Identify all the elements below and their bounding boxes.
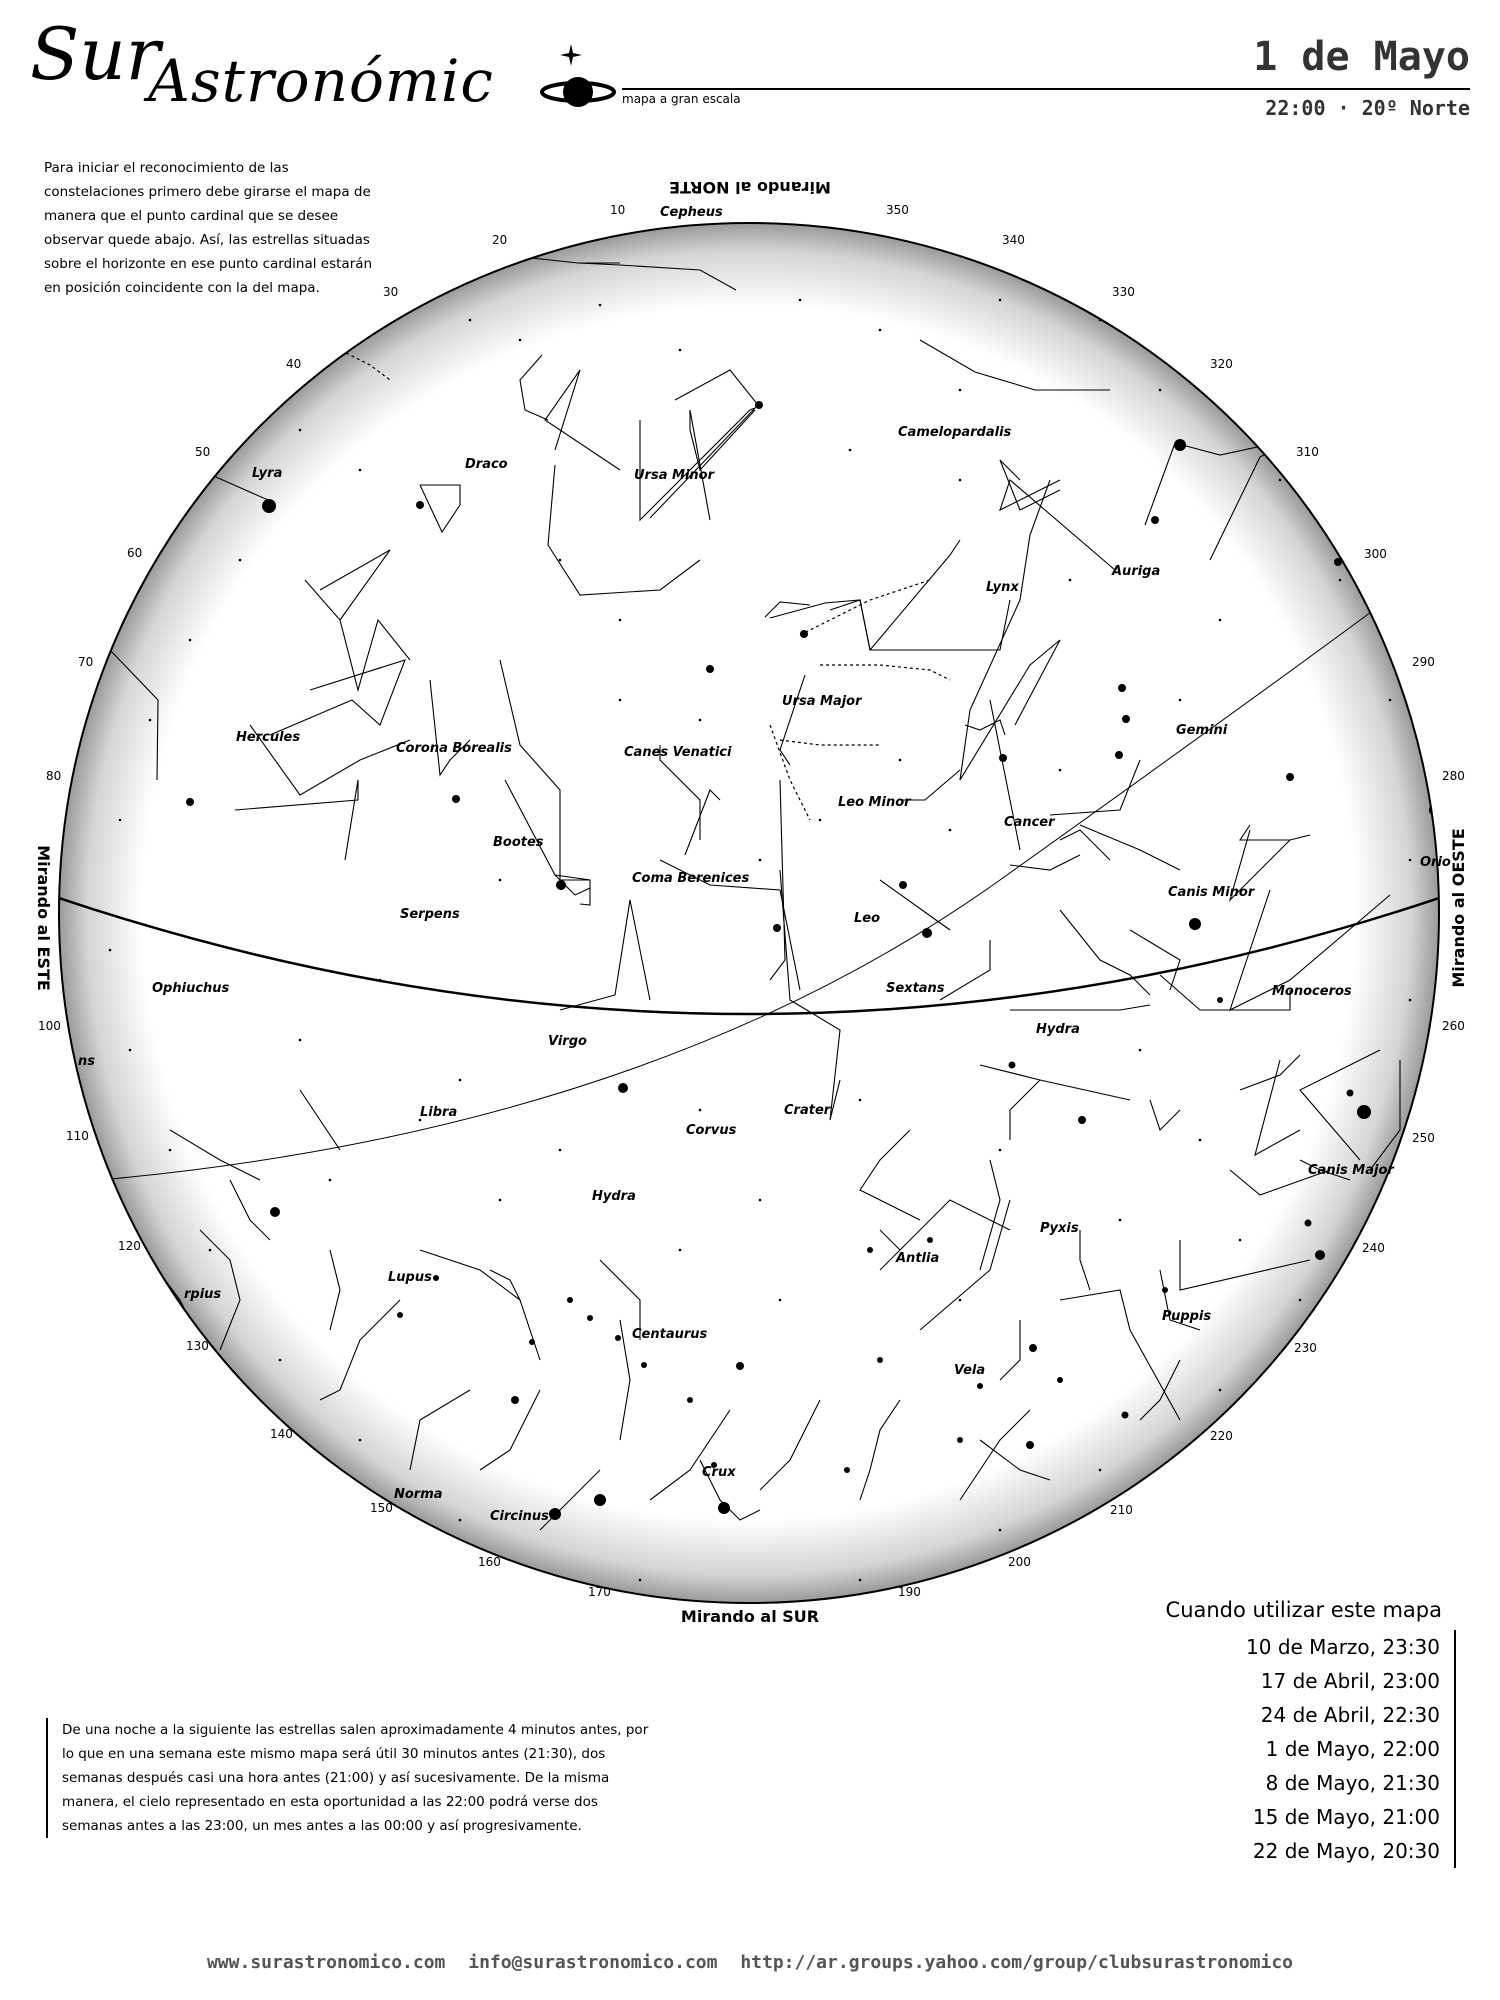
- degree-label: 250: [1412, 1131, 1435, 1145]
- bottom-note: De una noche a la siguiente las estrellas salen aproximadamente 4 minutos antes, por lo que en una semana este mismo mapa será útil 30 minutos antes (21:30), dos semanas después casi una hora antes (21:00) y así sucesivamente. De la misma manera, el cielo representado en esta oportunidad a las 22:00 podrá verse dos semanas antes a las 23:00, un mes antes a las 00:00 y así progresivamente.: [46, 1718, 662, 1838]
- constellation-label: Sextans: [886, 981, 945, 996]
- map-time-latitude: 22:00 · 20º Norte: [1265, 96, 1470, 120]
- constellation-label: Lyra: [252, 466, 283, 481]
- degree-label: 130: [186, 1339, 209, 1353]
- degree-label: 70: [78, 655, 94, 669]
- constellation-label: Hercules: [236, 730, 301, 745]
- constellation-label: Antlia: [896, 1251, 940, 1266]
- degree-label: 240: [1362, 1241, 1385, 1255]
- direction-north-label: Mirando al NORTE: [669, 178, 831, 197]
- constellation-label: Ophiuchus: [152, 981, 230, 996]
- degree-label: 160: [478, 1555, 501, 1569]
- usage-item: 10 de Marzo, 23:30: [1246, 1635, 1440, 1659]
- degree-label: 310: [1296, 445, 1319, 459]
- usage-item: 15 de Mayo, 21:00: [1252, 1805, 1440, 1829]
- degree-label: 260: [1442, 1019, 1465, 1033]
- degree-label: 340: [1002, 233, 1025, 247]
- constellation-label: Cepheus: [660, 205, 723, 220]
- degree-label: 170: [588, 1585, 611, 1599]
- constellation-label: Lynx: [986, 580, 1019, 595]
- constellation-label: Gemini: [1176, 723, 1228, 738]
- constellation-label: Centaurus: [632, 1327, 708, 1342]
- constellation-label: Crater: [784, 1103, 831, 1118]
- constellation-label: Monoceros: [1272, 984, 1352, 999]
- degree-label: 10: [610, 203, 626, 217]
- logo-subtitle: mapa a gran escala: [622, 92, 741, 106]
- footer-group-link: http://ar.groups.yahoo.com/group/clubsurastronomico: [740, 1952, 1294, 1973]
- usage-item: 17 de Abril, 23:00: [1260, 1669, 1440, 1693]
- constellation-label: Pyxis: [1040, 1221, 1079, 1236]
- degree-label: 120: [118, 1239, 141, 1253]
- constellation-label: Draco: [465, 457, 508, 472]
- sky-disc: [59, 223, 1439, 1603]
- constellation-label: Canes Venatici: [624, 745, 732, 760]
- constellation-label: Camelopardalis: [898, 425, 1012, 440]
- constellation-label: Bootes: [493, 835, 544, 850]
- footer-website: www.surastronomico.com: [206, 1952, 446, 1973]
- constellation-label: Canis Minor: [1168, 885, 1255, 900]
- constellation-label: Leo: [854, 911, 881, 926]
- degree-label: 200: [1008, 1555, 1031, 1569]
- constellation-label: Ursa Minor: [634, 468, 714, 483]
- direction-east-label: Mirando al ESTE: [34, 845, 53, 991]
- constellation-label: Leo Minor: [838, 795, 911, 810]
- constellation-label: ns: [78, 1054, 95, 1069]
- usage-item: 24 de Abril, 22:30: [1260, 1703, 1440, 1727]
- map-date: 1 de Mayo: [1253, 34, 1470, 80]
- constellation-label: Lupus: [388, 1270, 432, 1285]
- intro-instructions: Para iniciar el reconocimiento de las constelaciones primero debe girarse el mapa de manera que el punto cardinal que se desee observar quede abajo. Así, las estrellas situadas sobre el horizonte en ese punto cardinal estarán en posición coincidente con la del mapa.: [44, 160, 373, 296]
- constellation-label: Ursa Major: [782, 694, 862, 709]
- constellation-label: Corona Borealis: [396, 741, 512, 756]
- degree-label: 230: [1294, 1341, 1317, 1355]
- direction-west-label: Mirando al OESTE: [1449, 828, 1468, 988]
- degree-label: 110: [66, 1129, 89, 1143]
- footer-email: info@surastronomico.com: [468, 1952, 718, 1973]
- constellation-label: Canis Major: [1308, 1163, 1394, 1178]
- footer: [0, 1952, 1500, 1973]
- constellation-label: Corvus: [686, 1123, 737, 1138]
- constellation-label: Coma Berenices: [632, 871, 750, 886]
- degree-label: 220: [1210, 1429, 1233, 1443]
- constellation-label: Crux: [702, 1465, 736, 1480]
- direction-south-label: Mirando al SUR: [680, 1607, 820, 1626]
- usage-title: Cuando utilizar este mapa: [1165, 1598, 1442, 1622]
- usage-item: 1 de Mayo, 22:00: [1265, 1737, 1440, 1761]
- constellation-label: Cancer: [1004, 815, 1055, 830]
- constellation-label: Circinus: [490, 1509, 549, 1524]
- degree-label: 350: [886, 203, 909, 217]
- degree-label: 100: [38, 1019, 61, 1033]
- degree-label: 150: [370, 1501, 393, 1515]
- usage-item: 22 de Mayo, 20:30: [1252, 1839, 1440, 1863]
- constellation-label: Hydra: [1036, 1022, 1080, 1037]
- usage-list: [1136, 1630, 1456, 1868]
- degree-label: 40: [286, 357, 302, 371]
- constellation-label: Virgo: [548, 1034, 587, 1049]
- constellation-label: Orio: [1420, 855, 1451, 870]
- constellation-label: Vela: [954, 1363, 986, 1378]
- degree-label: 140: [270, 1427, 293, 1441]
- degree-label: 50: [195, 445, 211, 459]
- degree-label: 20: [492, 233, 508, 247]
- degree-label: 80: [46, 769, 62, 783]
- constellation-label: Libra: [420, 1105, 458, 1120]
- constellation-label: Puppis: [1162, 1309, 1212, 1324]
- degree-label: 280: [1442, 769, 1465, 783]
- constellation-label: Norma: [394, 1487, 443, 1502]
- constellation-label: Serpens: [400, 907, 460, 922]
- degree-label: 330: [1112, 285, 1135, 299]
- usage-item: 8 de Mayo, 21:30: [1265, 1771, 1440, 1795]
- logo-sur-text: Sur: [30, 12, 161, 96]
- degree-label: 60: [127, 546, 143, 560]
- constellation-label: rpius: [184, 1287, 222, 1302]
- constellation-label: Hydra: [592, 1189, 636, 1204]
- degree-label: 190: [898, 1585, 921, 1599]
- degree-label: 210: [1110, 1503, 1133, 1517]
- degree-label: 300: [1364, 547, 1387, 561]
- degree-label: 290: [1412, 655, 1435, 669]
- degree-label: 30: [383, 285, 399, 299]
- logo-astronomico-text: Astronómic: [148, 47, 494, 115]
- constellation-label: Auriga: [1112, 564, 1161, 579]
- degree-label: 320: [1210, 357, 1233, 371]
- usage-box: [1136, 1598, 1456, 1868]
